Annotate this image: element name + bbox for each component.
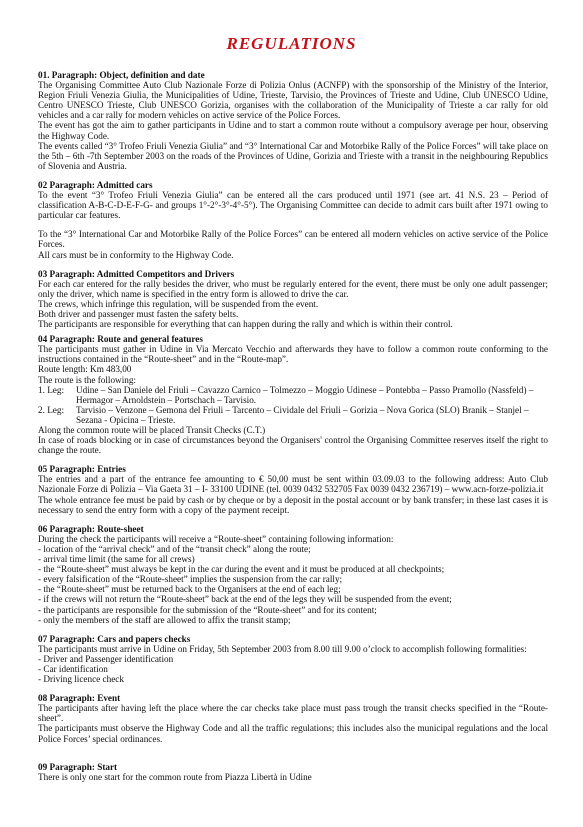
section-heading: 02 Paragraph: Admitted cars bbox=[38, 179, 153, 190]
section-01 bbox=[38, 70, 548, 171]
paragraph: All cars must be in conformity to the Highway Code. bbox=[38, 249, 234, 260]
page-title: REGULATIONS bbox=[226, 34, 357, 53]
list-item: - only the members of the staff are allowed to affix the transit stamp; bbox=[38, 614, 291, 625]
paragraph: The event has got the aim to gather participants in Udine and to start a common route without a compulsory average per hour, observing the Highway Code. bbox=[38, 120, 548, 141]
list-item: - the participants are responsible for the submission of the “Route-sheet” and for its content; bbox=[38, 604, 377, 615]
paragraph: The whole entrance fee must be paid by cash or by cheque or by a deposit in the postal account or by bank transfer; in these last cases it is necessary to send the entry form with a copy of the payment receipt. bbox=[38, 494, 548, 515]
list-item: - Driving licence check bbox=[38, 674, 124, 685]
paragraph: The participants after having left the place where the car checks take place must pass trough the transit checks specified in the “Route-sheet”. bbox=[38, 703, 548, 724]
list-item: - arrival time limit (the same for all crews) bbox=[38, 554, 195, 565]
section-heading: 07 Paragraph: Cars and papers checks bbox=[38, 633, 191, 644]
section-05 bbox=[38, 464, 548, 514]
section-heading: 08 Paragraph: Event bbox=[38, 693, 121, 704]
paragraph: To the event “3° Trofeo Friuli Venezia Giulia” can be entered all the cars produced until 1971 (see art. 41 N.S. 23 – Period of classification A-B-C-D-E-F-G- and groups 1°-2°-3°-4°-5°). The Organising Committee can decide to admit cars built after 1971 owing to particular car features. bbox=[38, 190, 548, 221]
list-item: - the “Route-sheet” must be returned back to the Organisers at the end of each leg; bbox=[38, 584, 341, 595]
paragraph: Both driver and passenger must fasten the safety belts. bbox=[38, 308, 239, 319]
leg-text: Tarvisio – Venzone – Gemona del Friuli – Tarcento – Cividale del Friuli – Gorizia – Nova Gorica (SLO) Branik – Stanjel – Sezana - Opicina – Trieste. bbox=[76, 404, 529, 425]
route-leg-2 bbox=[38, 405, 548, 425]
paragraph: The participants must observe the Highway Code and all the traffic regulations; this includes also the municipal regulations and the local Police Forces’ special ordinances. bbox=[38, 723, 548, 744]
section-09 bbox=[38, 762, 548, 782]
paragraph: To the “3° International Car and Motorbike Rally of the Police Forces” can be entered all modern vehicles on active service of the Police Forces. bbox=[38, 229, 548, 250]
leg-text: Udine – San Daniele del Friuli – Cavazzo Carnico – Tolmezzo – Moggio Udinese – Pontebba – Passo Pramollo (Nassfeld) – Hermagor – Arnoldstein – Portschach – Tarvisio. bbox=[76, 384, 534, 405]
list-item: - every falsification of the “Route-sheet” implies the suspension from the car rally; bbox=[38, 574, 343, 585]
paragraph: The participants must gather in Udine in Via Mercato Vecchio and afterwards they have to follow a common route conforming to the instructions contained in the “Route-sheet” and in the “Route-map”. bbox=[38, 344, 548, 365]
paragraph: The entries and a part of the entrance fee amounting to € 50,00 must be sent within 03.09.03 to the following address: Auto Club Nazionale Forze di Polizia – Via Gaeta 31 – I- 33100 UDINE (tel. 0039 0432 532705 Fax 0039 0432 236719) – www.acn-forze-polizia.it bbox=[38, 474, 548, 495]
paragraph: In case of roads blocking or in case of circumstances beyond the Organisers' control the Organising Committee reserves itself the right to change the route. bbox=[38, 435, 548, 456]
paragraph: For each car entered for the rally besides the driver, who must be regularly entered for the event, there must be only one adult passenger; only the driver, which name is specified in the entry form is allowed to drive the car. bbox=[38, 278, 548, 299]
section-03 bbox=[38, 269, 548, 330]
regulations-body bbox=[38, 70, 548, 782]
list-item: - the “Route-sheet” must always be kept in the car during the event and it must be produced at all checkpoints; bbox=[38, 564, 445, 575]
list-item: - Driver and Passenger identification bbox=[38, 653, 174, 664]
section-06 bbox=[38, 524, 548, 625]
paragraph: There is only one start for the common route from Piazza Libertà in Udine bbox=[38, 771, 312, 782]
section-02 bbox=[38, 180, 548, 260]
list-item: - if the crews will not return the “Route-sheet” back at the end of the legs they will be suspended from the event; bbox=[38, 594, 452, 605]
paragraph: Route length: Km 483,00 bbox=[38, 364, 132, 375]
paragraph: The route is the following: bbox=[38, 374, 136, 385]
paragraph: The crews, which infringe this regulation, will be suspended from the event. bbox=[38, 298, 319, 309]
list-item: - Car identification bbox=[38, 663, 108, 674]
list-item: - location of the “arrival check” and of the “transit check” along the route; bbox=[38, 543, 311, 554]
paragraph: During the check the participants will receive a “Route-sheet” containing following information: bbox=[38, 533, 394, 544]
paragraph: The Organising Committee Auto Club Nazionale Forze di Polizia Onlus (ACNFP) with the sponsorship of the Ministry of the Interior, Region Friuli Venezia Giulia, the Municipalities of Udine, Trieste, Tarvisio, the Provinces of Trieste and Udine, Club UNESCO Udine, Centro UNESCO Trieste, Club UNESCO Gorizia, organises with the collaboration of the Municipality of Trieste a car rally for old vehicles and a car rally for modern vehicles on active service of the Police Forces. bbox=[38, 80, 548, 121]
paragraph: The participants must arrive in Udine on Friday, 5th September 2003 from 8.00 till 9.00 o’clock to accomplish following formalities: bbox=[38, 643, 527, 654]
section-heading: 06 Paragraph: Route-sheet bbox=[38, 523, 144, 534]
section-07 bbox=[38, 634, 548, 684]
section-heading: 01. Paragraph: Object, definition and date bbox=[38, 70, 205, 80]
section-heading: 04 Paragraph: Route and general features bbox=[38, 334, 203, 345]
section-heading: 09 Paragraph: Start bbox=[38, 761, 118, 772]
section-08 bbox=[38, 693, 548, 743]
route-leg-1 bbox=[38, 385, 548, 405]
paragraph: Along the common route will be placed Transit Checks (C.T.) bbox=[38, 425, 266, 435]
paragraph: The participants are responsible for everything that can happen during the rally and which is within their control. bbox=[38, 319, 453, 330]
leg-label: 2. Leg: bbox=[38, 404, 65, 415]
leg-label: 1. Leg: bbox=[38, 384, 65, 395]
section-04 bbox=[38, 334, 548, 455]
paragraph: The events called “3° Trofeo Friuli Venezia Giulia” and “3° International Car and Motorbike Rally of the Police Forces” will take place on the 5th – 6th -7th September 2003 on the roads of the Provinces of Udine, Gorizia and Trieste with a transit in the neighbouring Republics of Slovenia and Austria. bbox=[38, 140, 548, 171]
section-heading: 03 Paragraph: Admitted Competitors and Drivers bbox=[38, 268, 235, 279]
section-heading: 05 Paragraph: Entries bbox=[38, 464, 126, 475]
